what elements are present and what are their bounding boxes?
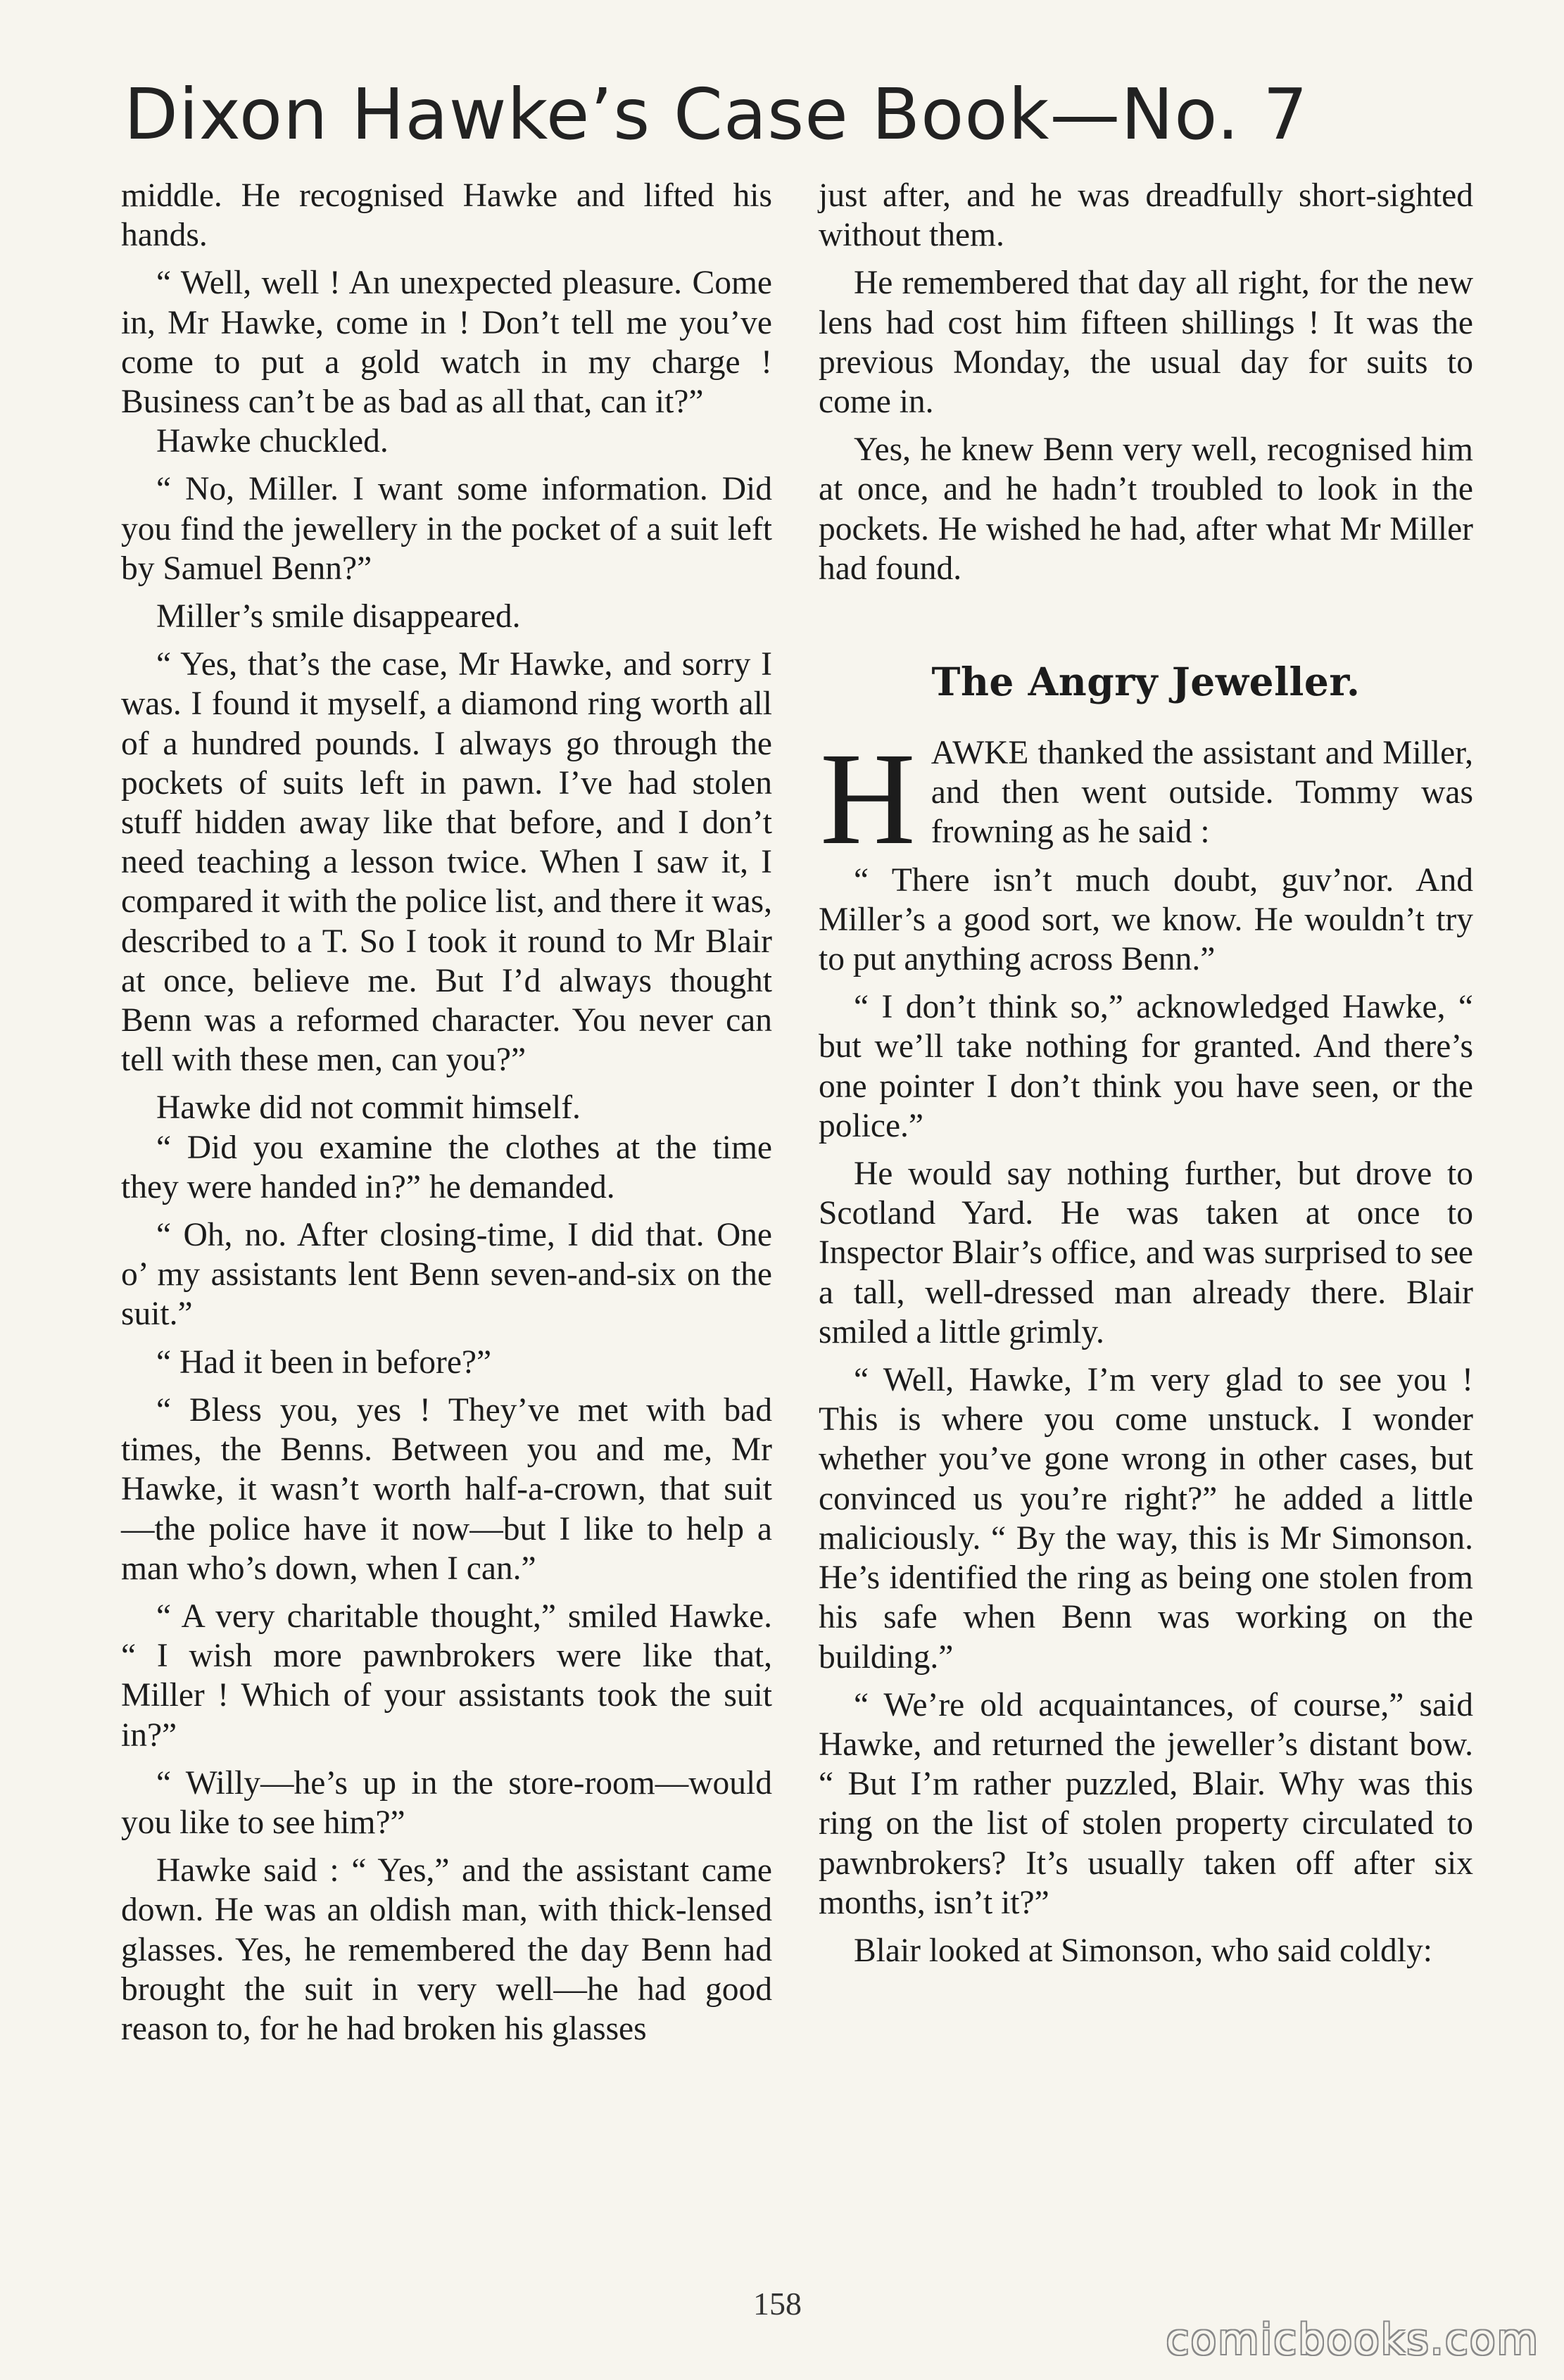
paragraph: He would say nothing further, but drove to Scotland Yard. He was taken at once to Inspector Blair’s office, and was surprised to see a tall, well-dressed man already there. Blair smiled a little grimly. bbox=[819, 1156, 1473, 1350]
section-heading: The Angry Jeweller. bbox=[931, 659, 1361, 705]
paragraph: “ No, Miller. I want some information. Did you find the jewellery in the pocket of a suit left by Samuel Benn?” bbox=[121, 471, 772, 587]
paragraph: “ Willy—he’s up in the store-room—would you like to see him?” bbox=[121, 1764, 772, 1841]
paragraph: Hawke did not commit himself. bbox=[156, 1089, 581, 1127]
paragraph: “ Oh, no. After closing-time, I did that. One o’ my assistants lent Benn seven-and-six on the suit.” bbox=[121, 1217, 772, 1333]
right-column bbox=[819, 176, 1473, 1970]
paragraph: just after, and he was dreadfully short-sighted without them. bbox=[819, 177, 1473, 254]
paragraph: “ Did you examine the clothes at the time they were handed in?” he demanded. bbox=[121, 1129, 772, 1205]
paragraph: “ Well, Hawke, I’m very glad to see you ! This is where you come unstuck. I wonder whether you’ve gone wrong in other cases, but convinced us you’re right?” he added a little maliciously. “ By the way, this is Mr Simonson. He’s identified the ring as being one stolen from his safe when Benn was working on the building.” bbox=[819, 1362, 1473, 1676]
page-title: Dixon Hawke’s Case Book—No. 7 bbox=[124, 73, 1308, 156]
paragraph: “ Well, well ! An unexpected pleasure. Come in, Mr Hawke, come in ! Don’t tell me you’ve come to put a gold watch in my charge ! Business can’t be as bad as all that, can it?” bbox=[121, 265, 772, 421]
dropcap-letter: H bbox=[820, 725, 916, 873]
paragraph: “ We’re old acquaintances, of course,” said Hawke, and returned the jeweller’s distant bow. “ But I’m rather puzzled, Blair. Why was this ring on the list of stolen property circulated to pawnbrokers? It’s usually taken off after six months, isn’t it?” bbox=[819, 1686, 1473, 1921]
paragraph: “ I don’t think so,” acknowledged Hawke, “ but we’ll take nothing for granted. And there’s one pointer I don’t think you have seen, or the police.” bbox=[819, 989, 1473, 1144]
paragraph: Blair looked at Simonson, who said coldly: bbox=[854, 1932, 1432, 1969]
paragraph: “ There isn’t much doubt, guv’nor. And Miller’s a good sort, we know. He wouldn’t try to put anything across Benn.” bbox=[819, 861, 1473, 978]
paragraph: “ Yes, that’s the case, Mr Hawke, and sorry I was. I found it myself, a diamond ring worth all of a hundred pounds. I always go through the pockets of suits left in pawn. I’ve had stolen stuff hidden away like that before, and I don’t need teaching a lesson twice. When I saw it, I compared it with the police list, and there it was, described to a T. So I took it round to Mr Blair at once, believe me. But I’d always thought Benn was a reformed character. You never can tell with these men, can you?” bbox=[121, 646, 772, 1079]
watermark: comicbooks.com bbox=[1166, 2315, 1539, 2365]
paragraph: “ Had it been in before?” bbox=[156, 1343, 492, 1381]
paragraph: He remembered that day all right, for the new lens had cost him fifteen shillings ! It was the previous Monday, the usual day for suits to come in. bbox=[819, 265, 1473, 421]
paragraph: Yes, he knew Benn very well, recognised him at once, and he hadn’t troubled to look in the pockets. He wished he had, after what Mr Miller had found. bbox=[819, 431, 1473, 587]
left-column bbox=[121, 176, 772, 2049]
paragraph: Miller’s smile disappeared. bbox=[156, 598, 521, 635]
dropcap-paragraph bbox=[819, 725, 1473, 873]
paragraph: Hawke said : “ Yes,” and the assistant came down. He was an oldish man, with thick-lensed glasses. Yes, he remembered the day Benn had brought the suit in very well—he had good reason to, for he had broken his glasses bbox=[121, 1852, 772, 2047]
paragraph: “ Bless you, yes ! They’ve met with bad times, the Benns. Between you and me, Mr Hawke, it wasn’t worth half-a-crown, that suit—the police have it now—but I like to help a man who’s down, when I can.” bbox=[121, 1391, 772, 1587]
paragraph: Hawke chuckled. bbox=[156, 423, 389, 460]
paragraph: “ A very charitable thought,” smiled Hawke. “ I wish more pawnbrokers were like that, Miller ! Which of your assistants took the suit in?” bbox=[121, 1597, 772, 1754]
page-number: 158 bbox=[753, 2286, 802, 2322]
paragraph: middle. He recognised Hawke and lifted his hands. bbox=[121, 177, 772, 254]
dropcap-paragraph-text: AWKE thanked the assistant and Miller, and then went outside. Tommy was frowning as he said : bbox=[931, 735, 1473, 851]
